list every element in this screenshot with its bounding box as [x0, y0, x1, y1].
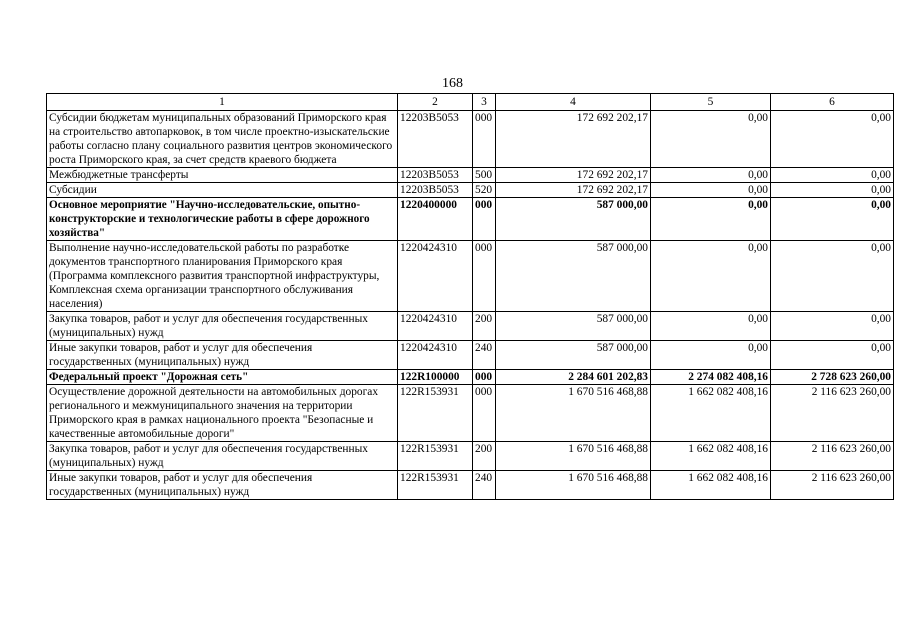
row-value-5: 0,00	[651, 111, 771, 168]
row-expense-type: 000	[473, 198, 496, 241]
row-name: Закупка товаров, работ и услуг для обеспечения государственных (муниципальных) нужд	[47, 442, 398, 471]
row-value-6: 0,00	[771, 111, 894, 168]
row-expense-type: 000	[473, 111, 496, 168]
row-expense-type: 000	[473, 241, 496, 312]
row-value-4: 1 670 516 468,88	[496, 442, 651, 471]
row-value-6: 0,00	[771, 183, 894, 198]
row-value-6: 2 116 623 260,00	[771, 442, 894, 471]
table-body	[47, 111, 894, 500]
row-expense-type: 240	[473, 341, 496, 370]
row-value-4: 172 692 202,17	[496, 168, 651, 183]
row-value-4: 1 670 516 468,88	[496, 385, 651, 442]
row-expense-type: 520	[473, 183, 496, 198]
row-name: Выполнение научно-исследовательской работы по разработке документов транспортного планирования Приморского края (Программа комплексного развития транспортной инфраструктуры, Комплексная схема организации транспортного обслуживания населения)	[47, 241, 398, 312]
row-code: 1220400000	[398, 198, 473, 241]
table-row	[47, 312, 894, 341]
row-code: 12203B5053	[398, 183, 473, 198]
row-value-6: 0,00	[771, 312, 894, 341]
row-value-6: 0,00	[771, 168, 894, 183]
row-value-6: 2 116 623 260,00	[771, 385, 894, 442]
row-value-5: 2 274 082 408,16	[651, 370, 771, 385]
row-code: 122R153931	[398, 385, 473, 442]
table-row-bold	[47, 370, 894, 385]
row-expense-type: 200	[473, 442, 496, 471]
row-value-6: 0,00	[771, 341, 894, 370]
row-value-4: 172 692 202,17	[496, 111, 651, 168]
row-value-6: 0,00	[771, 241, 894, 312]
row-value-5: 0,00	[651, 198, 771, 241]
row-code: 1220424310	[398, 241, 473, 312]
table-row	[47, 341, 894, 370]
row-name: Осуществление дорожной деятельности на автомобильных дорогах регионального и межмуниципального значения на территории Приморского края в рамках национального проекта "Безопасные и качественные автомобильные дороги"	[47, 385, 398, 442]
table-row	[47, 241, 894, 312]
row-value-5: 0,00	[651, 168, 771, 183]
table-row	[47, 385, 894, 442]
row-value-4: 587 000,00	[496, 341, 651, 370]
row-name: Иные закупки товаров, работ и услуг для обеспечения государственных (муниципальных) нужд	[47, 341, 398, 370]
row-name: Федеральный проект "Дорожная сеть"	[47, 370, 398, 385]
row-name: Субсидии бюджетам муниципальных образований Приморского края на строительство автопарковок, в том числе проектно-изыскательские работы согласно плану социального развития центров экономического роста Приморского края, за счет средств краевого бюджета	[47, 111, 398, 168]
header-row	[47, 94, 894, 111]
row-code: 1220424310	[398, 341, 473, 370]
row-value-5: 1 662 082 408,16	[651, 442, 771, 471]
table-row	[47, 471, 894, 500]
page-number: 168	[442, 76, 463, 91]
row-expense-type: 240	[473, 471, 496, 500]
row-value-5: 0,00	[651, 312, 771, 341]
row-value-6: 2 728 623 260,00	[771, 370, 894, 385]
header-cell-3: 3	[473, 94, 496, 111]
row-value-4: 587 000,00	[496, 241, 651, 312]
row-value-5: 0,00	[651, 241, 771, 312]
row-name: Иные закупки товаров, работ и услуг для обеспечения государственных (муниципальных) нужд	[47, 471, 398, 500]
row-code: 122R153931	[398, 471, 473, 500]
table-row	[47, 168, 894, 183]
row-expense-type: 000	[473, 370, 496, 385]
row-value-6: 0,00	[771, 198, 894, 241]
budget-table	[46, 93, 894, 500]
row-value-5: 0,00	[651, 341, 771, 370]
row-value-6: 2 116 623 260,00	[771, 471, 894, 500]
header-cell-5: 5	[651, 94, 771, 111]
row-code: 1220424310	[398, 312, 473, 341]
row-expense-type: 200	[473, 312, 496, 341]
row-expense-type: 500	[473, 168, 496, 183]
row-value-5: 1 662 082 408,16	[651, 385, 771, 442]
row-value-4: 587 000,00	[496, 198, 651, 241]
table-row	[47, 111, 894, 168]
row-value-5: 1 662 082 408,16	[651, 471, 771, 500]
row-expense-type: 000	[473, 385, 496, 442]
table-row	[47, 442, 894, 471]
header-cell-4: 4	[496, 94, 651, 111]
row-name: Закупка товаров, работ и услуг для обеспечения государственных (муниципальных) нужд	[47, 312, 398, 341]
row-name: Основное мероприятие "Научно-исследовательские, опытно-конструкторские и технологические работы в сфере дорожного хозяйства"	[47, 198, 398, 241]
row-code: 12203B5053	[398, 111, 473, 168]
row-value-4: 172 692 202,17	[496, 183, 651, 198]
row-value-5: 0,00	[651, 183, 771, 198]
row-code: 122R153931	[398, 442, 473, 471]
header-cell-6: 6	[771, 94, 894, 111]
row-value-4: 587 000,00	[496, 312, 651, 341]
table-row-bold	[47, 198, 894, 241]
table-row	[47, 183, 894, 198]
row-name: Субсидии	[47, 183, 398, 198]
row-code: 12203B5053	[398, 168, 473, 183]
row-code: 122R100000	[398, 370, 473, 385]
row-value-4: 2 284 601 202,83	[496, 370, 651, 385]
header-cell-2: 2	[398, 94, 473, 111]
row-name: Межбюджетные трансферты	[47, 168, 398, 183]
header-cell-1: 1	[47, 94, 398, 111]
row-value-4: 1 670 516 468,88	[496, 471, 651, 500]
